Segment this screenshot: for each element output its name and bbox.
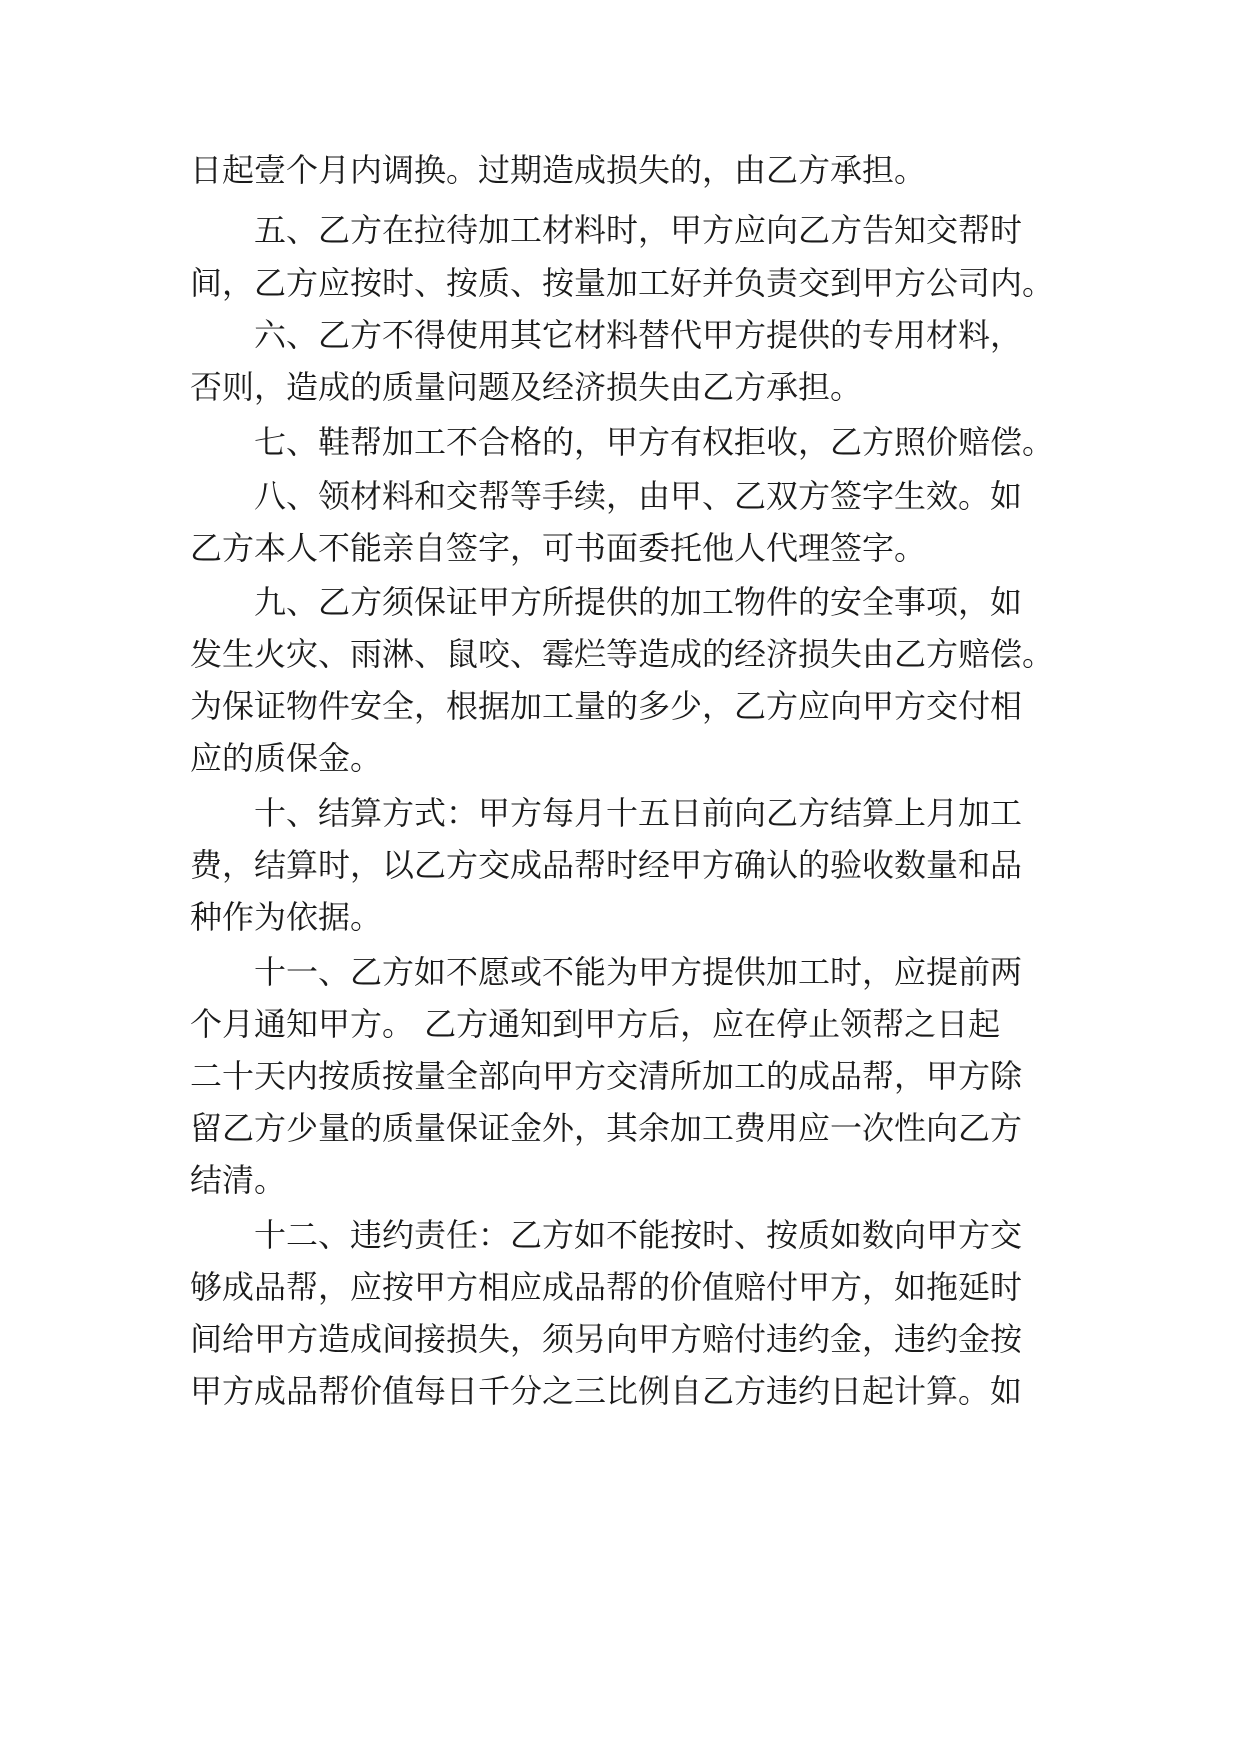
text-line: 乙方本人不能亲自签字，可书面委托他人代理签字。	[190, 529, 927, 567]
paragraph-11-line-1: 十一、乙方如不愿或不能为甲方提供加工时，应提前两	[254, 953, 1023, 991]
paragraph-8-line-1: 八、领材料和交帮等手续，由甲、乙双方签字生效。如	[254, 477, 1023, 515]
text-line: 费，结算时，以乙方交成品帮时经甲方确认的验收数量和品	[190, 846, 1023, 884]
text-line: 否则，造成的质量问题及经济损失由乙方承担。	[190, 368, 863, 406]
paragraph-6-line-1: 六、乙方不得使用其它材料替代甲方提供的专用材料，	[254, 316, 1023, 354]
text-line: 种作为依据。	[190, 898, 383, 936]
text-line: 发生火灾、雨淋、鼠咬、霉烂等造成的经济损失由乙方赔偿。	[190, 635, 1055, 673]
text-line: 间，乙方应按时、按质、按量加工好并负责交到甲方公司内。	[190, 264, 1055, 302]
paragraph-5-line-1: 五、乙方在拉待加工材料时，甲方应向乙方告知交帮时	[254, 211, 1023, 249]
text-line: 二十天内按质按量全部向甲方交清所加工的成品帮，甲方除	[190, 1057, 1023, 1095]
text-line: 留乙方少量的质量保证金外，其余加工费用应一次性向乙方	[190, 1109, 1023, 1147]
paragraph-9-line-1: 九、乙方须保证甲方所提供的加工物件的安全事项，如	[254, 583, 1023, 621]
text-line: 日起壹个月内调换。过期造成损失的，由乙方承担。	[190, 151, 927, 189]
text-line: 够成品帮，应按甲方相应成品帮的价值赔付甲方，如拖延时	[190, 1268, 1023, 1306]
text-line: 为保证物件安全，根据加工量的多少，乙方应向甲方交付相	[190, 687, 1023, 725]
text-line: 个月通知甲方。 乙方通知到甲方后，应在停止领帮之日起	[190, 1005, 1001, 1043]
paragraph-10-line-1: 十、结算方式：甲方每月十五日前向乙方结算上月加工	[254, 794, 1023, 832]
text-line: 应的质保金。	[190, 739, 383, 777]
text-line: 甲方成品帮价值每日千分之三比例自乙方违约日起计算。如	[190, 1372, 1023, 1410]
text-line: 间给甲方造成间接损失，须另向甲方赔付违约金，违约金按	[190, 1320, 1023, 1358]
text-line: 结清。	[190, 1161, 287, 1199]
paragraph-12-line-1: 十二、违约责任：乙方如不能按时、按质如数向甲方交	[254, 1216, 1023, 1254]
paragraph-7-line-1: 七、鞋帮加工不合格的，甲方有权拒收，乙方照价赔偿。	[254, 423, 1055, 461]
